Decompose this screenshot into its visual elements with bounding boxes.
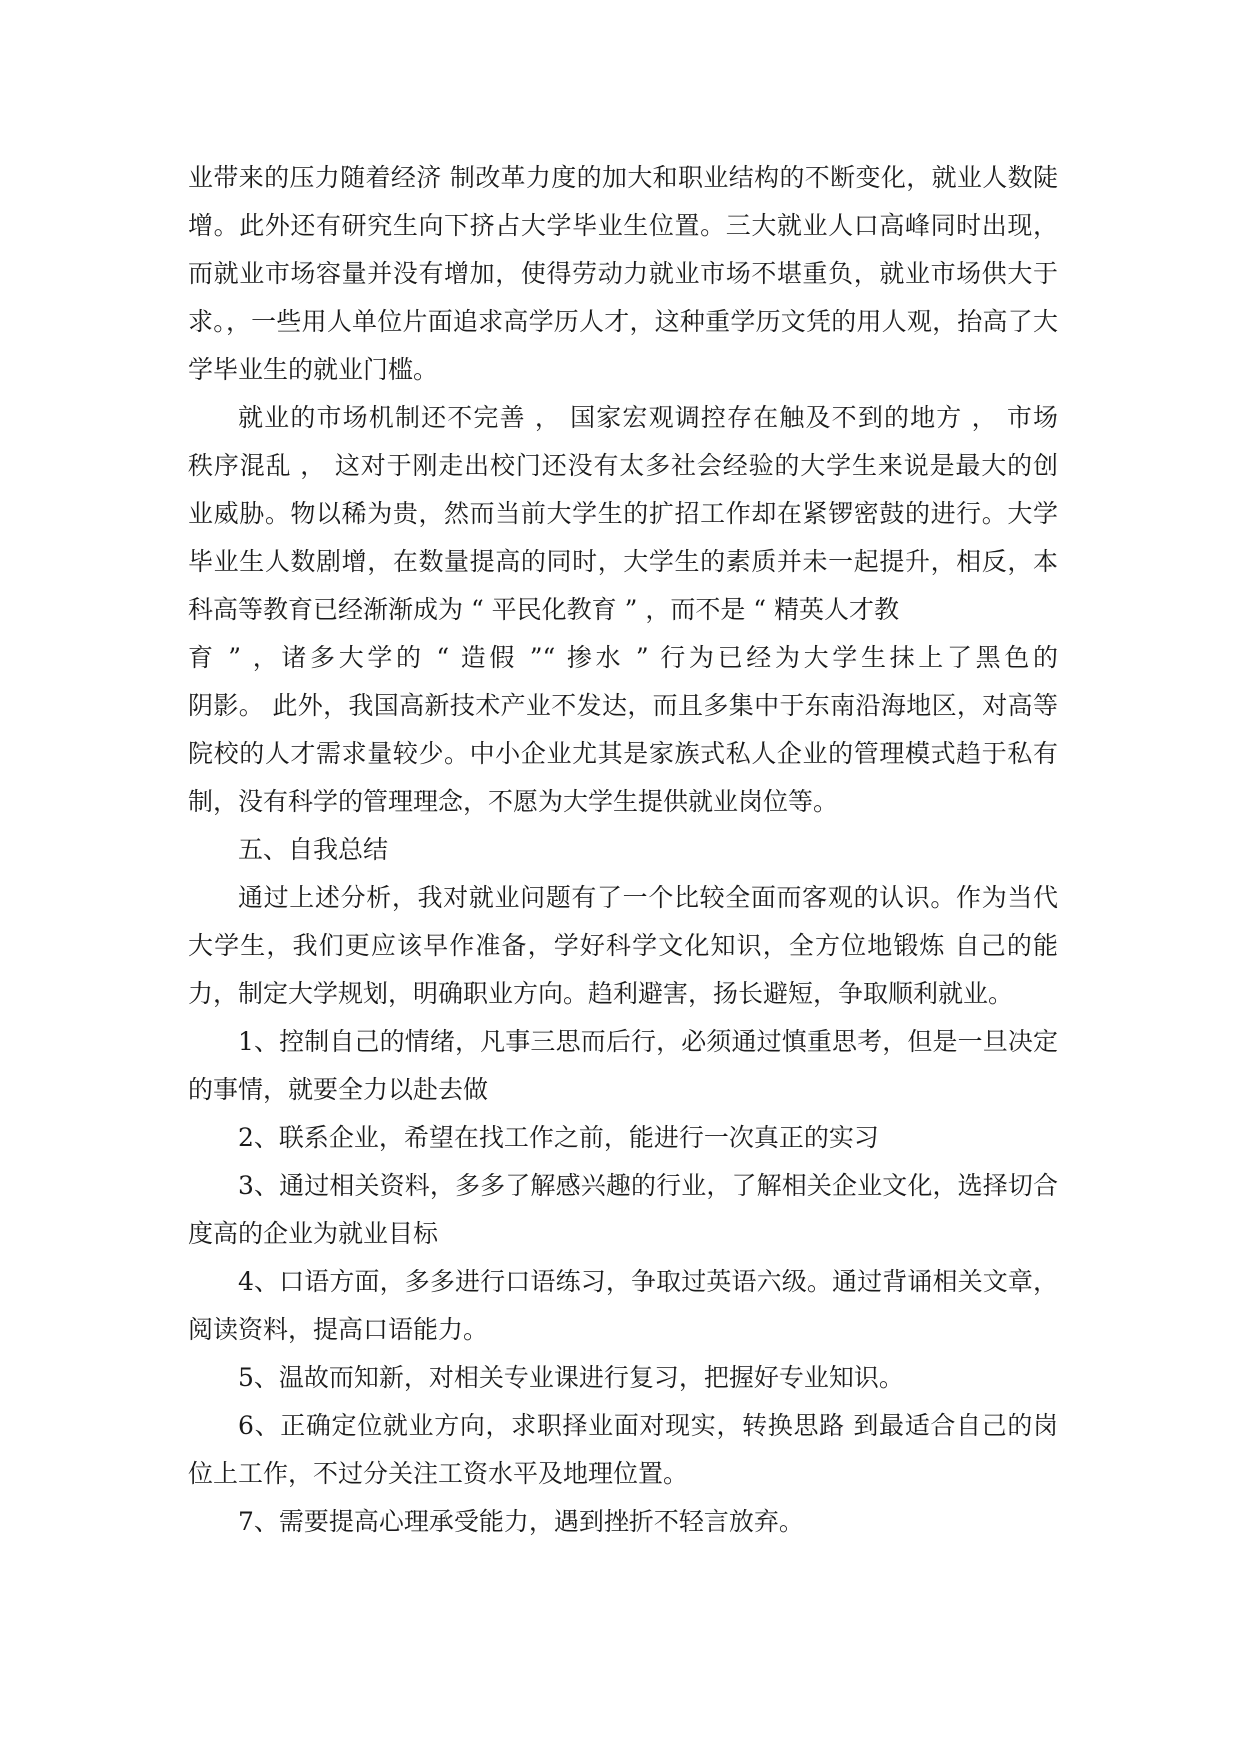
- text-line: 就业的市场机制还不完善 ， 国家宏观调控存在触及不到的地方 ， 市场: [238, 403, 1058, 432]
- section-heading-summary: [188, 826, 1058, 874]
- text-line: 1、控制自己的情绪，凡事三思而后行，必须通过慎重思考，但是一旦决定: [238, 1027, 1058, 1056]
- document-body: [188, 154, 1058, 1546]
- list-item-3: [188, 1162, 1058, 1258]
- text-line: 制，没有科学的管理理念，不愿为大学生提供就业岗位等。: [188, 787, 839, 816]
- text-line: 6、正确定位就业方向，求职择业面对现实，转换思路 到最适合自己的岗: [238, 1411, 1058, 1440]
- text-line: 院校的人才需求量较少。中小企业尤其是家族式私人企业的管理模式趋于私有: [188, 739, 1058, 768]
- section-heading: 五、自我总结: [238, 835, 389, 864]
- text-line: 4、口语方面，多多进行口语练习，争取过英语六级。通过背诵相关文章，: [238, 1267, 1058, 1296]
- list-item-1: [188, 1018, 1058, 1114]
- paragraph-summary: [188, 874, 1058, 1018]
- text-line: 阅读资料，提高口语能力。: [188, 1315, 489, 1344]
- list-item-6: [188, 1402, 1058, 1498]
- paragraph-market: [188, 394, 1058, 826]
- text-line: 学毕业生的就业门槛。: [188, 355, 439, 384]
- text-line: 度高的企业为就业目标: [188, 1219, 439, 1248]
- text-line: 的事情，就要全力以赴去做: [188, 1075, 489, 1104]
- list-item-2: [188, 1114, 1058, 1162]
- text-line: 通过上述分析，我对就业问题有了一个比较全面而客观的认识。作为当代: [238, 883, 1058, 912]
- text-line: 7、需要提高心理承受能力，遇到挫折不轻言放弃。: [238, 1507, 804, 1536]
- text-line: 而就业市场容量并没有增加，使得劳动力就业市场不堪重负，就业市场供大于: [188, 259, 1058, 288]
- list-item-7: [188, 1498, 1058, 1546]
- list-item-4: [188, 1258, 1058, 1354]
- text-line: 3、通过相关资料，多多了解感兴趣的行业，了解相关企业文化，选择切合: [238, 1171, 1058, 1200]
- text-line: 业威胁。物以稀为贵，然而当前大学生的扩招工作却在紧锣密鼓的进行。大学: [188, 499, 1058, 528]
- text-line: 5、温故而知新，对相关专业课进行复习，把握好专业知识。: [238, 1363, 904, 1392]
- text-line: 业带来的压力随着经济 制改革力度的加大和职业结构的不断变化，就业人数陡: [188, 163, 1058, 192]
- text-line: 增。此外还有研究生向下挤占大学毕业生位置。三大就业人口高峰同时出现，: [188, 211, 1058, 240]
- text-line: 大学生，我们更应该早作准备，学好科学文化知识，全方位地锻炼 自己的能: [188, 931, 1058, 960]
- text-line: 科高等教育已经渐渐成为 “ 平民化教育 ” ，而不是 “ 精英人才教: [188, 595, 900, 624]
- text-line: 力，制定大学规划，明确职业方向。趋利避害，扬长避短，争取顺利就业。: [188, 979, 1014, 1008]
- list-item-5: [188, 1354, 1058, 1402]
- text-line: 阴影。 此外，我国高新技术产业不发达，而且多集中于东南沿海地区，对高等: [188, 691, 1058, 720]
- paragraph-pressure: [188, 154, 1058, 394]
- text-line: 位上工作，不过分关注工资水平及地理位置。: [188, 1459, 689, 1488]
- text-line: 求。，一些用人单位片面追求高学历人才，这种重学历文凭的用人观，抬高了大: [188, 307, 1058, 336]
- text-line: 毕业生人数剧增，在数量提高的同时，大学生的素质并未一起提升，相反，本: [188, 547, 1058, 576]
- text-line: 育 ” ，诸多大学的 “ 造假 ”“ 掺水 ” 行为已经为大学生抹上了黑色的: [188, 643, 1058, 672]
- text-line: 秩序混乱 ， 这对于刚走出校门还没有太多社会经验的大学生来说是最大的创: [188, 451, 1058, 480]
- text-line: 2、联系企业，希望在找工作之前，能进行一次真正的实习: [238, 1123, 879, 1152]
